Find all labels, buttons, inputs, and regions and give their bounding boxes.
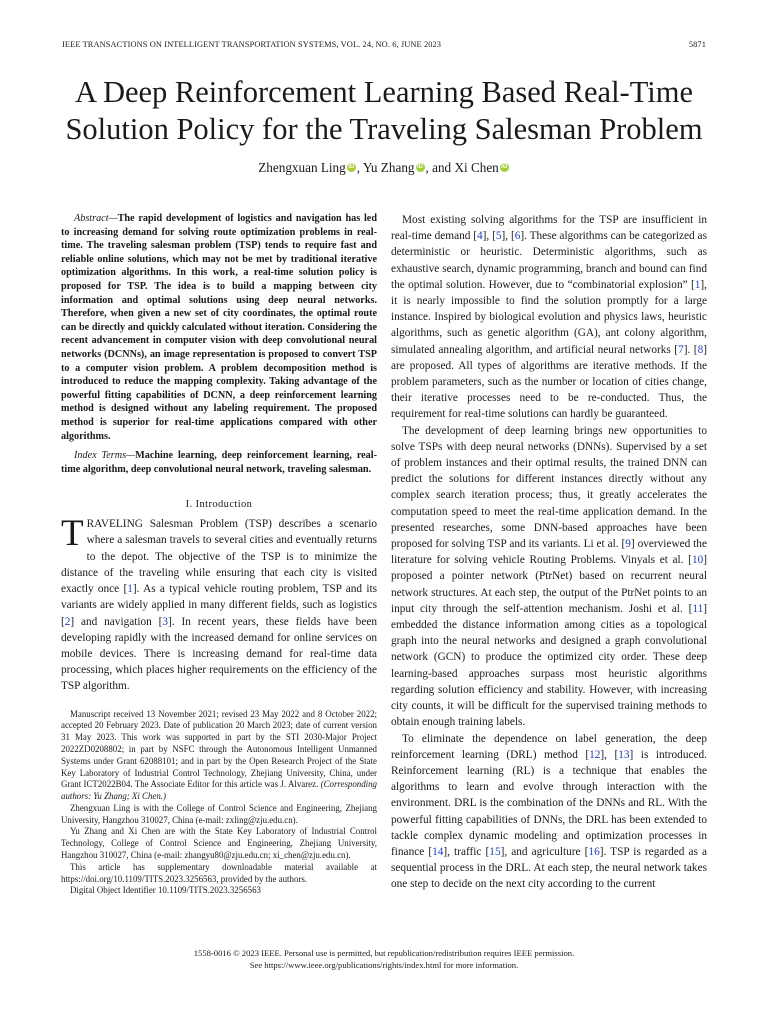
citation-link[interactable]: 12 bbox=[589, 748, 601, 761]
intro-paragraph bbox=[61, 513, 377, 694]
running-header bbox=[62, 40, 706, 49]
author-separator: , bbox=[356, 160, 363, 175]
title-line-2: Solution Policy for the Traveling Salesman Problem bbox=[65, 112, 703, 146]
abstract-text: The rapid development of logistics and navigation has led to increasing demand for solving route optimization problems in real-time. The traveling salesman problem (TSP) tends to require fast and reliable online solutions, which may not be met by traditional iterative optimization algorithms. In this work, a real-time solution policy is proposed for TSP. The idea is to build a mapping between city information and optimal solutions using deep neural networks. Therefore, when given a new set of city coordinates, the optimal route can be directly and quickly calculated without iteration. Considering the recent advancement in computer vision with deep convolutional neural networks (DCNNs), an image representation is proposed to convert TSP to a computer vision problem. A problem decomposition method is introduced to reduce the mapping complexity. Taking advantage of the powerful fitting capabilities of DCNN, a deep reinforcement learning method is designed without any labeling requirement. The proposed method is superior for real-time applications compared with other algorithms. bbox=[61, 213, 377, 442]
orcid-icon[interactable]: iD bbox=[501, 164, 508, 170]
text-run: ]. As a typical vehicle routing problem, TSP and its variants are widely applied in many different fields, such as logistics [ bbox=[61, 583, 377, 628]
footnotes bbox=[61, 709, 377, 898]
text-run: ], [ bbox=[482, 230, 496, 243]
text-run: ], [ bbox=[501, 230, 515, 243]
title-line-1: A Deep Reinforcement Learning Based Real-Time bbox=[74, 75, 693, 109]
orcid-icon[interactable]: iD bbox=[348, 164, 355, 170]
text-run: ] is introduced. Reinforcement learning (RL) is a technique that enables the algorithms to learn and evolve through interaction with the environment. DRL is the combination of the DNNs and RL. With the powerful fitting capabilities of DNNs, the DRL has been extended to tackle complex dynamic modeling and optimization processes in finance [ bbox=[391, 748, 707, 858]
author-zhang: Yu Zhang bbox=[362, 160, 415, 175]
citation-link[interactable]: 2 bbox=[64, 615, 71, 628]
citation-link[interactable]: 5 bbox=[495, 230, 502, 243]
citation-link[interactable]: 9 bbox=[625, 538, 631, 551]
text-run: RAVELING Salesman Problem (TSP) describes a scenario where a salesman travels to several cities and eventually returns to the depot. The objective of the TSP is to minimize the distance of the traveling while ensuring that each city is visited exactly once [ bbox=[61, 518, 377, 596]
text-run: Manuscript received 13 November 2021; revised 23 May 2022 and 8 October 2022; accepted 20 February 2023. Date of publication 20 March 2023; date of current version 31 May 2023. This work was supported in part by the STI 2030-Major Project 2022ZD0208802; in part by NSFC through the Autonomous Intelligent Unmanned Systems under Grant 62088101; and in part by the Open Research Project of the State Key Laboratory of Industrial Control Technology, Zhejiang University, China, under Grant ICT2022B04. The Associate Editor for this article was J. Alvarez. bbox=[61, 708, 377, 790]
citation-link[interactable]: 13 bbox=[618, 748, 630, 761]
footnote-doi: Digital Object Identifier 10.1109/TITS.2023.3256563 bbox=[70, 885, 261, 896]
journal-name: IEEE TRANSACTIONS ON INTELLIGENT TRANSPORTATION SYSTEMS, VOL. 24, NO. 6, JUNE 2023 bbox=[62, 40, 442, 49]
paragraph-drl bbox=[391, 731, 707, 893]
text-run: ] are proposed. All types of algorithms are iterative methods. If the problem parameters, such as the number or location of cities change, their iterative processes need to be re-conducted. Thus, the requirement for real-time solutions can hardly be guaranteed. bbox=[391, 343, 707, 421]
page-number: 5871 bbox=[688, 40, 706, 49]
citation-link[interactable]: 15 bbox=[489, 845, 501, 858]
author-ling: Zhengxuan Ling bbox=[258, 160, 346, 175]
author-separator: , and bbox=[425, 160, 455, 175]
footnote-supplementary: This article has supplementary downloadable material available at https://doi.org/10.1109/TITS.2023.3256563, provided by the authors. bbox=[61, 861, 377, 884]
text-run: ], and agriculture [ bbox=[500, 845, 589, 858]
footnote-affiliation-ling: Zhengxuan Ling is with the College of Control Science and Engineering, Zhejiang University, Hangzhou 310027, China (e-mail: zxling@zju.edu.cn). bbox=[61, 802, 377, 825]
text-run: ] embedded the distance information among cities as a topological graph into the neural networks and designed a graph convolutional network (GCN) to produce the optimized city order. These deep learning-based approaches surpass most heuristic algorithms regarding solution efficiency and stability. However, with increasing city counts, it will be difficult for the supervised training methods to obtain enough training labels. bbox=[391, 602, 707, 729]
citation-link[interactable]: 14 bbox=[432, 845, 444, 858]
copyright-footer bbox=[0, 947, 768, 971]
right-column bbox=[391, 212, 707, 893]
drop-cap: T bbox=[61, 513, 84, 555]
author-chen: Xi Chen bbox=[454, 160, 499, 175]
text-run: Most existing solving algorithms for the TSP are insufficient in real-time demand [ bbox=[391, 214, 707, 243]
text-run: ] proposed a pointer network (PtrNet) based on recurrent neural network structures. At each step, the output of the PtrNet points to an input city through the self-attention mechanism. Joshi et al. [ bbox=[391, 554, 707, 615]
footnote-manuscript bbox=[61, 709, 377, 803]
index-terms-text: Machine learning, deep reinforcement learning, real-time algorithm, deep convolutional neural network, traveling salesman. bbox=[61, 450, 377, 475]
index-terms-label: Index Terms— bbox=[74, 450, 136, 462]
text-run: ], [ bbox=[600, 748, 619, 761]
paper-title bbox=[30, 74, 738, 148]
copyright-line: 1558-0016 © 2023 IEEE. Personal use is permitted, but republication/redistribution requires IEEE permission. bbox=[193, 948, 575, 958]
text-run: ], it is nearly impossible to find the solution promptly for a large instance. Inspired by biological evolution and physics laws, heuristic algorithms, such as genetic algorithm (GA), ant colony algorithm, simulated annealing algorithm, and artificial neural networks [ bbox=[391, 278, 707, 356]
abstract bbox=[61, 212, 377, 443]
orcid-icon[interactable]: iD bbox=[417, 164, 424, 170]
section-heading-introduction: I. Introduction bbox=[185, 499, 253, 511]
citation-link[interactable]: 8 bbox=[697, 343, 704, 356]
citation-link[interactable]: 10 bbox=[691, 554, 704, 567]
text-run: The development of deep learning brings new opportunities to solve TSPs with deep neural networks (DNNs). Supervised by a set of problem instances and their optimal results, the trained DNN can predict the solutions for different instances directly without any complex search iteration process; thus, it greatly accelerates the computation speed to meet the real-time application demand. In the presented researches, some DNN-based approaches have been proposed for solving TSP and its variants. Li et al. [ bbox=[391, 424, 707, 551]
text-run: ]. In recent years, these fields have been developing rapidly with the increased demand for online services on mobile devices. There is increasing demand for real-time data processing, which places higher requirements on the efficiency of the TSP algorithm. bbox=[61, 615, 377, 693]
left-column bbox=[61, 212, 377, 897]
paragraph-deep-learning bbox=[391, 423, 707, 731]
text-run: ], traffic [ bbox=[443, 845, 490, 858]
citation-link[interactable]: 6 bbox=[514, 230, 521, 243]
citation-link[interactable]: 4 bbox=[477, 230, 483, 243]
footnote-affiliation-zhang-chen: Yu Zhang and Xi Chen are with the State Key Laboratory of Industrial Control Technology, College of Control Science and Engineering, Zhejiang University, Hangzhou 310027, China (e-mail: zhangyu80@zju.edu.cn; xi_chen@zju.edu.cn). bbox=[61, 826, 377, 861]
citation-link[interactable]: 3 bbox=[162, 615, 169, 628]
rights-line: See https://www.ieee.org/publications/rights/index.html for more information. bbox=[249, 960, 519, 970]
citation-link[interactable]: 1 bbox=[127, 583, 133, 596]
index-terms bbox=[61, 449, 377, 476]
citation-link[interactable]: 1 bbox=[694, 278, 701, 291]
citation-link[interactable]: 11 bbox=[692, 602, 704, 615]
text-run: To eliminate the dependence on label generation, the deep reinforcement learning (DRL) method [ bbox=[391, 732, 707, 761]
text-run: ] overviewed the literature for solving vehicle Routing Problems. Vinyals et al. [ bbox=[391, 538, 707, 567]
citation-link[interactable]: 16 bbox=[588, 845, 600, 858]
text-run: ]. TSP is regarded as a sequential process in the DRL. At each step, the neural network takes one step to decide on the next city according to the current bbox=[391, 845, 708, 891]
paragraph-existing-algorithms bbox=[391, 212, 707, 423]
text-run: ] and navigation [ bbox=[70, 615, 163, 628]
citation-link[interactable]: 7 bbox=[678, 343, 684, 356]
text-run: ]. These algorithms can be categorized as deterministic or heuristic. Deterministic algorithms, such as exhaustive search, dynamic programming, branch and bound can find the optimal solution. However, due to “combinatorial explosion” [ bbox=[391, 230, 707, 291]
corresponding-authors: (Corresponding authors: Yu Zhang; Xi Chen.) bbox=[61, 779, 377, 802]
author-list bbox=[0, 160, 768, 176]
abstract-label: Abstract— bbox=[74, 213, 118, 224]
text-run: ]. [ bbox=[683, 343, 698, 356]
